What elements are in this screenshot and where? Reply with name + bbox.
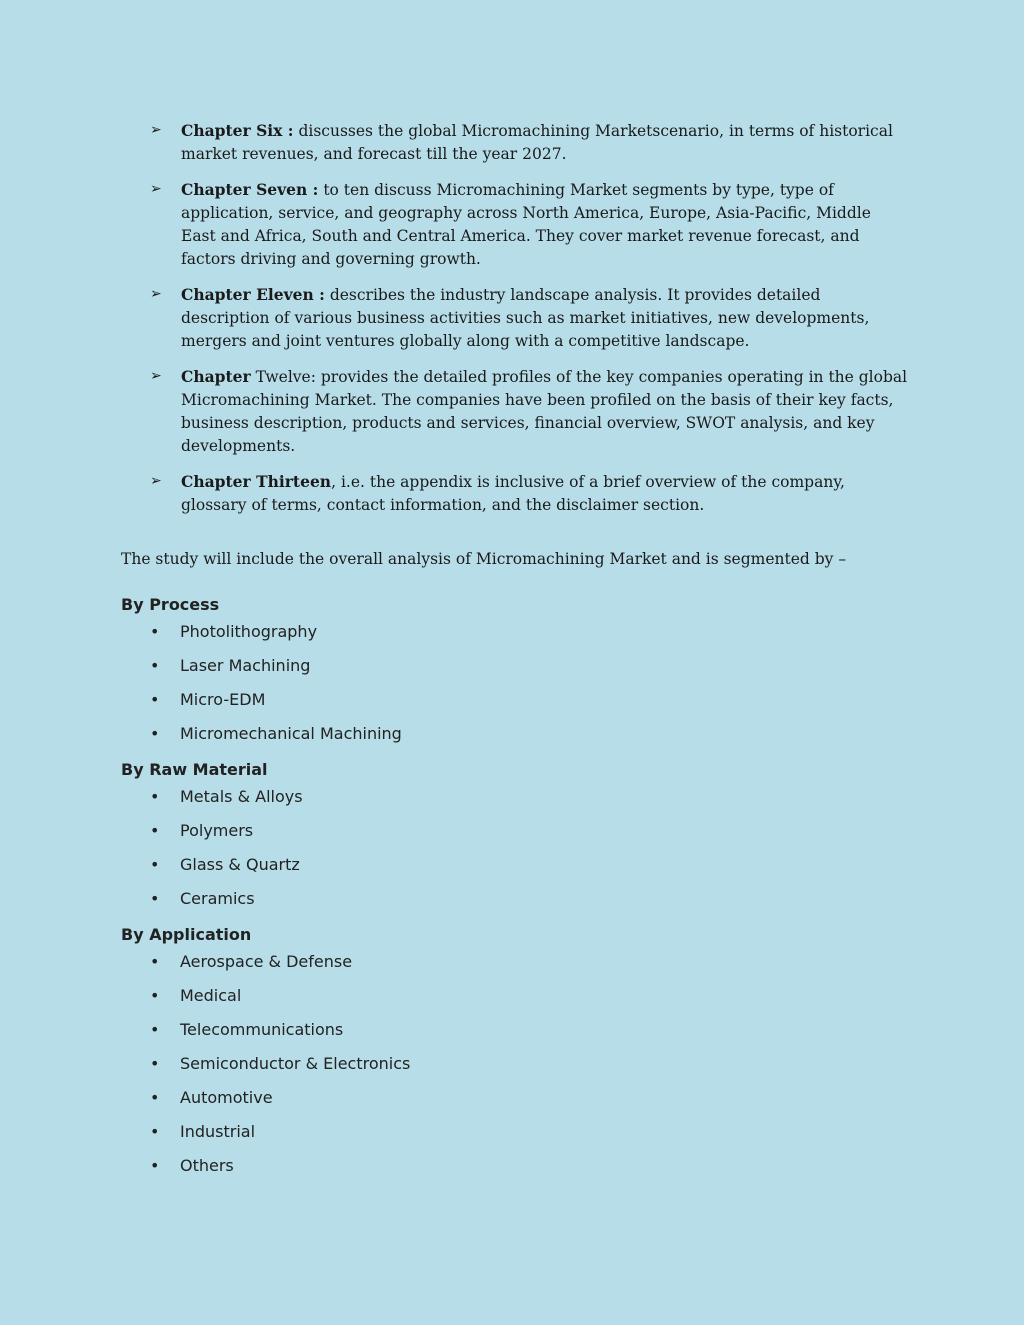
arrow-bullet-icon: ➢ xyxy=(150,122,162,138)
list-item xyxy=(150,690,402,724)
chapter-description: Twelve: provides the detailed profiles of the key companies operating in the global Micromachining Market. The companies have been profiled on the basis of their key facts, business description, products and services, financial overview, SWOT analysis, and key developments. xyxy=(181,368,908,455)
dot-bullet-icon: • xyxy=(150,1156,160,1175)
list-item xyxy=(150,787,303,821)
item-label: Automotive xyxy=(180,1088,273,1107)
list-item xyxy=(150,821,303,855)
raw-material-list xyxy=(150,787,303,923)
item-label: Others xyxy=(180,1156,234,1175)
section-title-raw-material: By Raw Material xyxy=(121,760,268,779)
item-label: Telecommunications xyxy=(180,1020,344,1039)
arrow-bullet-icon: ➢ xyxy=(150,286,162,302)
list-item xyxy=(150,1156,410,1190)
section-title-application: By Application xyxy=(121,925,252,944)
chapter-item xyxy=(150,470,910,517)
list-item xyxy=(150,1088,410,1122)
item-label: Semiconductor & Electronics xyxy=(180,1054,411,1073)
arrow-bullet-icon: ➢ xyxy=(150,181,162,197)
chapter-description: , i.e. the appendix is inclusive of a brief overview of the company, glossary of terms, contact information, and the disclaimer section. xyxy=(181,473,845,514)
dot-bullet-icon: • xyxy=(150,1088,160,1107)
chapter-item xyxy=(150,119,910,166)
chapter-label: Chapter Eleven : xyxy=(181,285,325,304)
list-item xyxy=(150,1054,410,1088)
list-item xyxy=(150,656,402,690)
dot-bullet-icon: • xyxy=(150,889,160,908)
chapter-label: Chapter xyxy=(181,367,251,386)
list-item xyxy=(150,1122,410,1156)
process-list xyxy=(150,622,402,758)
dot-bullet-icon: • xyxy=(150,986,160,1005)
item-label: Laser Machining xyxy=(180,656,311,675)
chapter-list xyxy=(150,119,910,529)
item-label: Industrial xyxy=(180,1122,256,1141)
dot-bullet-icon: • xyxy=(150,821,160,840)
dot-bullet-icon: • xyxy=(150,1020,160,1039)
segmentation-intro: The study will include the overall analysis of Micromachining Market and is segmented by – xyxy=(121,550,847,568)
chapter-label: Chapter Thirteen xyxy=(181,472,332,491)
dot-bullet-icon: • xyxy=(150,724,160,743)
arrow-bullet-icon: ➢ xyxy=(150,368,162,384)
list-item xyxy=(150,1020,410,1054)
application-list xyxy=(150,952,410,1190)
item-label: Photolithography xyxy=(180,622,318,641)
arrow-bullet-icon: ➢ xyxy=(150,473,162,489)
list-item xyxy=(150,952,410,986)
list-item xyxy=(150,889,303,923)
dot-bullet-icon: • xyxy=(150,690,160,709)
chapter-label: Chapter Six : xyxy=(181,121,294,140)
item-label: Metals & Alloys xyxy=(180,787,303,806)
chapter-label: Chapter Seven : xyxy=(181,180,319,199)
list-item xyxy=(150,855,303,889)
item-label: Aerospace & Defense xyxy=(180,952,353,971)
dot-bullet-icon: • xyxy=(150,1122,160,1141)
chapter-description: describes the industry landscape analysis. It provides detailed description of various business activities such as market initiatives, new developments, mergers and joint ventures globally along with a competitive landscape. xyxy=(181,286,870,350)
section-title-process: By Process xyxy=(121,595,220,614)
dot-bullet-icon: • xyxy=(150,787,160,806)
list-item xyxy=(150,622,402,656)
item-label: Ceramics xyxy=(180,889,255,908)
dot-bullet-icon: • xyxy=(150,1054,160,1073)
chapter-item xyxy=(150,283,910,353)
list-item xyxy=(150,724,402,758)
chapter-description: discusses the global Micromachining Marketscenario, in terms of historical market revenues, and forecast till the year 2027. xyxy=(181,122,893,163)
chapter-description: to ten discuss Micromachining Market segments by type, type of application, service, and geography across North America, Europe, Asia-Pacific, Middle East and Africa, South and Central America. They cover market revenue forecast, and factors driving and governing growth. xyxy=(181,181,871,268)
list-item xyxy=(150,986,410,1020)
item-label: Glass & Quartz xyxy=(180,855,300,874)
item-label: Micro-EDM xyxy=(180,690,266,709)
dot-bullet-icon: • xyxy=(150,622,160,641)
chapter-item xyxy=(150,365,910,458)
item-label: Polymers xyxy=(180,821,254,840)
item-label: Micromechanical Machining xyxy=(180,724,402,743)
chapter-item xyxy=(150,178,910,271)
item-label: Medical xyxy=(180,986,242,1005)
dot-bullet-icon: • xyxy=(150,952,160,971)
dot-bullet-icon: • xyxy=(150,855,160,874)
dot-bullet-icon: • xyxy=(150,656,160,675)
